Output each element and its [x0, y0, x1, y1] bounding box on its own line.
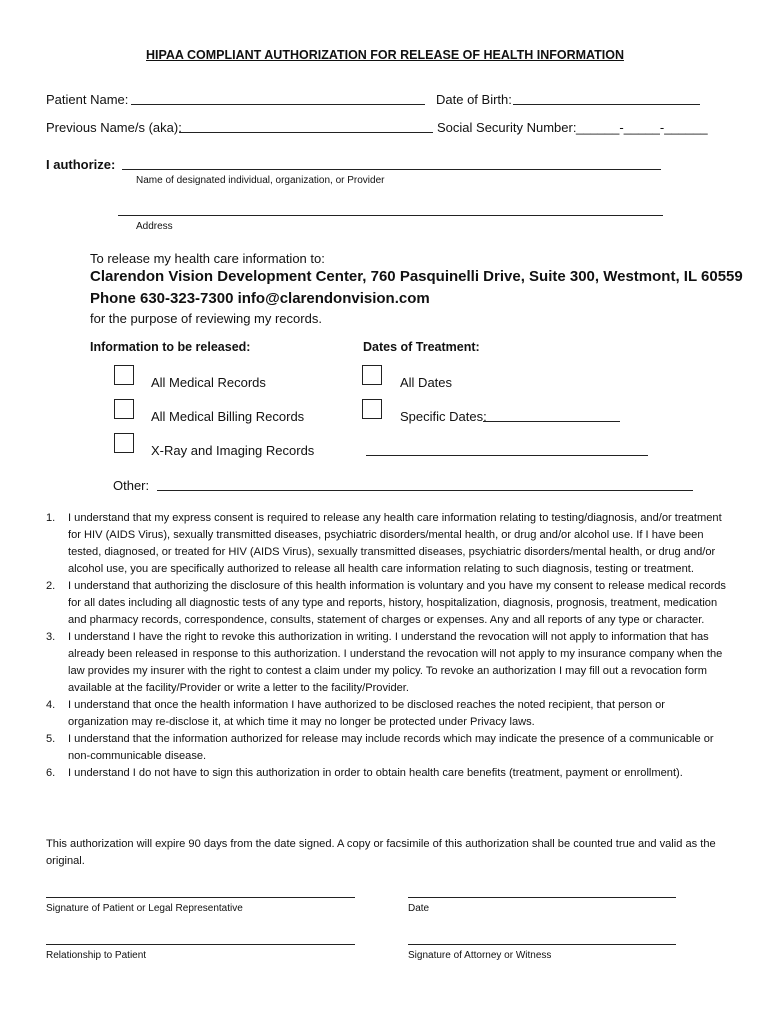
previous-names-label: Previous Name/s (aka): — [46, 120, 182, 135]
term-number: 6. — [46, 767, 56, 779]
designated-provider-field[interactable] — [122, 169, 661, 170]
all-medical-records-label: All Medical Records — [151, 375, 266, 390]
relationship-field[interactable] — [46, 944, 355, 945]
info-released-header: Information to be released: — [90, 340, 251, 354]
all-medical-records-checkbox[interactable] — [114, 365, 134, 385]
term-number: 1. — [46, 512, 56, 524]
address-field[interactable] — [118, 215, 663, 216]
recipient-contact-line: Phone 630-323-7300 info@clarendonvision.com — [90, 290, 430, 307]
expiry-statement: This authorization will expire 90 days from the date signed. A copy or facsimile of this authorization shall be counted true and valid as the original. — [46, 838, 716, 867]
other-label: Other: — [113, 478, 150, 493]
date-signed-field[interactable] — [408, 897, 676, 898]
term-text: I understand that authorizing the disclosure of this health information is voluntary and you have my consent to release medical records for all dates including all diagnostic tests of any type and reports, history, hospitalization, diagnosis, prognosis, treatment, medication and pharmacy records, correspondence, consults, statement of charges or expenses. Any and all reports of any type or character. — [68, 580, 726, 626]
xray-imaging-label: X-Ray and Imaging Records — [151, 443, 315, 458]
term-number: 2. — [46, 580, 56, 592]
term-number: 3. — [46, 631, 56, 643]
other-field[interactable] — [157, 490, 693, 491]
term-item — [46, 510, 726, 578]
patient-name-field[interactable] — [131, 104, 425, 105]
term-item — [46, 731, 726, 765]
term-number: 5. — [46, 733, 56, 745]
term-text: I understand that once the health information I have authorized to be disclosed reaches the noted recipient, that person or organization may re-disclose it, at which time it may no longer be protected under Privacy laws. — [68, 699, 665, 728]
designated-provider-caption: Name of designated individual, organization, or Provider — [136, 175, 385, 186]
address-caption: Address — [136, 221, 173, 232]
form-title: HIPAA COMPLIANT AUTHORIZATION FOR RELEASE OF HEALTH INFORMATION — [146, 48, 624, 62]
all-dates-checkbox[interactable] — [362, 365, 382, 385]
billing-records-checkbox[interactable] — [114, 399, 134, 419]
release-purpose: for the purpose of reviewing my records. — [90, 311, 322, 326]
previous-names-field[interactable] — [179, 132, 433, 133]
patient-name-label: Patient Name: — [46, 92, 129, 107]
ssn-field[interactable]: ______-_____-______ — [576, 120, 708, 135]
patient-signature-caption: Signature of Patient or Legal Representative — [46, 903, 243, 914]
dob-label: Date of Birth: — [436, 92, 512, 107]
all-dates-label: All Dates — [400, 375, 453, 390]
term-item — [46, 697, 726, 731]
i-authorize-label: I authorize: — [46, 157, 116, 172]
term-item — [46, 629, 726, 697]
billing-records-label: All Medical Billing Records — [151, 409, 305, 424]
date-signed-caption: Date — [408, 903, 430, 914]
specific-dates-checkbox[interactable] — [362, 399, 382, 419]
xray-imaging-checkbox[interactable] — [114, 433, 134, 453]
recipient-org-line: Clarendon Vision Development Center, 760 Pasquinelli Drive, Suite 300, Westmont, IL 60559 — [90, 268, 743, 285]
witness-signature-caption: Signature of Attorney or Witness — [408, 950, 552, 961]
term-text: I understand I have the right to revoke this authorization in writing. I understand the revocation will not apply to information that has already been released in response to this authorization. I understand the revocation will not apply to my insurance company when the law provides my insurer with the right to contest a claim under my policy. To revoke an authorization I may fill out a revocation form available at the facility/Provider or write a letter to the facility/Provider. — [68, 631, 723, 694]
term-number: 4. — [46, 699, 56, 711]
term-item — [46, 578, 726, 629]
term-text: I understand I do not have to sign this authorization in order to obtain health care benefits (treatment, payment or enrollment). — [68, 767, 683, 779]
dates-treatment-header: Dates of Treatment: — [363, 340, 480, 354]
specific-dates-field-2[interactable] — [366, 455, 648, 456]
term-item — [46, 765, 726, 782]
release-intro: To release my health care information to: — [90, 251, 325, 266]
patient-signature-field[interactable] — [46, 897, 355, 898]
terms-list — [46, 510, 726, 782]
term-text: I understand that my express consent is required to release any health care information relating to testing/diagnosis, and/or treatment for HIV (AIDS Virus), sexually transmitted diseases, psychiatric disorders/mental health, or drug and/or alcohol use. If I have been tested, diagnosed, or treated for HIV (AIDS Virus), sexually transmitted diseases, psychiatric disorders/mental health, or drug and/or alcohol use, you are specifically authorized to release all health care information relating to such diagnosis, testing or treatment. — [68, 512, 722, 575]
dob-field[interactable] — [513, 104, 700, 105]
witness-signature-field[interactable] — [408, 944, 676, 945]
specific-dates-label: Specific Dates: — [400, 409, 487, 424]
term-text: I understand that the information authorized for release may include records which may indicate the presence of a communicable or non-communicable disease. — [68, 733, 714, 762]
relationship-caption: Relationship to Patient — [46, 950, 147, 961]
ssn-label: Social Security Number: — [437, 120, 577, 135]
specific-dates-field[interactable] — [483, 421, 620, 422]
